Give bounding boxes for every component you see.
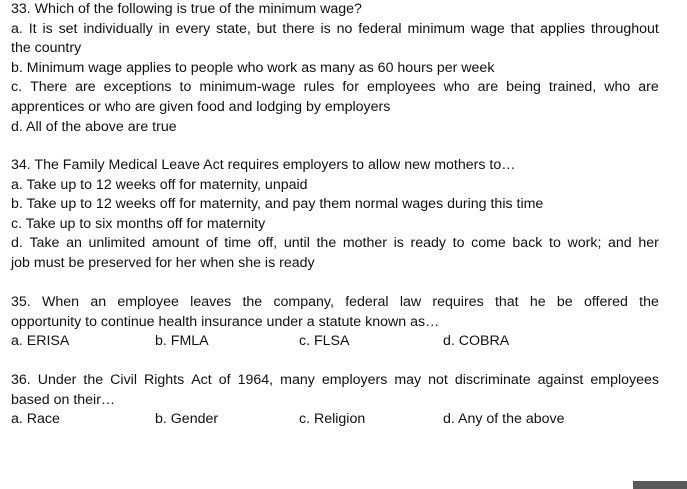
question-34-option-d	[11, 234, 659, 254]
question-33-option-a-continued: the country	[11, 40, 82, 57]
question-36	[11, 371, 659, 430]
word: 36.	[11, 372, 31, 388]
question-35-option-b: b. FMLA	[155, 333, 209, 350]
word: for	[342, 79, 359, 96]
word: 35.	[11, 294, 31, 310]
question-33-option-b: b. Minimum wage applies to people who work as many as 60 hours per week	[11, 59, 495, 76]
word: he	[529, 294, 546, 310]
question-33	[11, 0, 659, 137]
word: mother	[342, 235, 387, 252]
word: may	[394, 372, 422, 388]
word: set	[58, 20, 78, 37]
question-36-option-b: b. Gender	[155, 411, 219, 428]
word: Rights	[143, 372, 185, 388]
word: law	[399, 294, 422, 310]
question-35	[11, 293, 659, 352]
word: ready	[410, 235, 446, 252]
question-35-option-a: a. ERISA	[11, 333, 70, 350]
word: individually	[83, 20, 153, 37]
question-34-option-b: b. Take up to 12 weeks off for maternity, and pay them normal wages during this time	[11, 196, 544, 213]
question-36-options	[11, 410, 659, 430]
question-33-option-c	[11, 78, 659, 98]
word: and	[608, 235, 632, 252]
word: federal	[358, 20, 402, 37]
word: who	[604, 79, 631, 96]
word: who	[443, 79, 470, 96]
word: minimum	[407, 20, 465, 37]
word: rules	[303, 79, 335, 96]
word: her	[638, 235, 659, 252]
word: until	[283, 235, 310, 252]
word: to	[452, 235, 465, 252]
word: a.	[11, 20, 23, 37]
word: every	[175, 20, 211, 37]
word: be	[556, 294, 573, 310]
page-corner-bar	[633, 481, 687, 489]
word: are	[75, 79, 96, 96]
word: state,	[216, 20, 251, 37]
word: being	[506, 79, 541, 96]
word: exceptions	[103, 79, 172, 96]
word: the	[639, 294, 659, 310]
word: wage	[470, 20, 505, 37]
word: is	[393, 235, 404, 252]
question-35-option-d: d. COBRA	[443, 333, 510, 350]
word: employers	[321, 372, 388, 388]
question-36-text-continued: based on their…	[11, 391, 116, 408]
word: When	[42, 294, 80, 310]
word: that	[510, 20, 535, 37]
word: leaves	[190, 294, 232, 310]
word: of	[205, 235, 218, 252]
word: the	[242, 294, 263, 310]
question-35-text-continued: opportunity to continue health insurance under a statute known as…	[11, 313, 440, 330]
question-36-option-a: a. Race	[11, 411, 60, 428]
word: offered	[583, 294, 628, 310]
word: d.	[11, 235, 23, 252]
word: the	[83, 372, 104, 388]
word: but	[256, 20, 277, 37]
question-34-option-a: a. Take up to 12 weeks off for maternity, unpaid	[11, 176, 308, 193]
word: many	[280, 372, 315, 388]
question-36-text	[11, 371, 659, 391]
word: to	[549, 235, 561, 252]
word: unlimited	[88, 235, 146, 252]
word: amount	[151, 235, 200, 252]
word: are	[477, 79, 499, 96]
word: in	[158, 20, 170, 37]
word: Act	[191, 372, 212, 388]
word: is	[320, 20, 331, 37]
word: employee	[117, 294, 179, 310]
word: an	[66, 235, 82, 252]
word: time	[224, 235, 252, 252]
question-34-option-c: c. Take up to six months off for maternity	[11, 215, 266, 232]
question-33-option-d: d. All of the above are true	[11, 118, 177, 135]
word: against	[537, 372, 584, 388]
word: Under	[37, 372, 77, 388]
word: trained,	[548, 79, 597, 96]
word: company,	[273, 294, 334, 310]
word: minimum-wage	[199, 79, 296, 96]
word: to	[179, 79, 192, 96]
question-35-option-c: c. FLSA	[299, 333, 350, 350]
word: c.	[11, 79, 23, 96]
word: discriminate	[454, 372, 531, 388]
word: throughout	[591, 20, 659, 37]
word: employees	[366, 79, 436, 96]
word: Civil	[110, 372, 137, 388]
word: come	[471, 235, 506, 252]
word: employees	[590, 372, 659, 388]
question-36-option-c: c. Religion	[299, 411, 366, 428]
word: there	[282, 20, 315, 37]
word: not	[428, 372, 448, 388]
word: 1964,	[237, 372, 274, 388]
word: that	[494, 294, 519, 310]
question-34	[11, 156, 659, 274]
word: federal	[345, 294, 389, 310]
word: is	[42, 20, 53, 37]
question-34-text: 34. The Family Medical Leave Act requires employers to allow new mothers to…	[11, 157, 516, 173]
word: requires	[432, 294, 484, 310]
word: are	[638, 79, 659, 96]
question-33-text: 33. Which of the following is true of the minimum wage?	[11, 1, 362, 17]
word: an	[90, 294, 107, 310]
word: of	[218, 372, 231, 388]
word: the	[316, 235, 337, 252]
word: There	[30, 79, 68, 96]
question-33-option-a	[11, 20, 659, 40]
question-34-option-d-continued: job must be preserved for her when she is ready	[11, 254, 315, 271]
question-35-options	[11, 332, 659, 352]
word: work;	[567, 235, 602, 252]
word: off,	[257, 235, 278, 252]
question-33-option-c-continued: apprentices or who are given food and lodging by employers	[11, 98, 391, 115]
word: back	[512, 235, 543, 252]
question-36-option-d: d. Any of the above	[443, 411, 565, 428]
word: It	[28, 20, 37, 37]
word: no	[336, 20, 353, 37]
question-35-text	[11, 293, 659, 313]
word: Take	[29, 235, 60, 252]
word: applies	[540, 20, 586, 37]
